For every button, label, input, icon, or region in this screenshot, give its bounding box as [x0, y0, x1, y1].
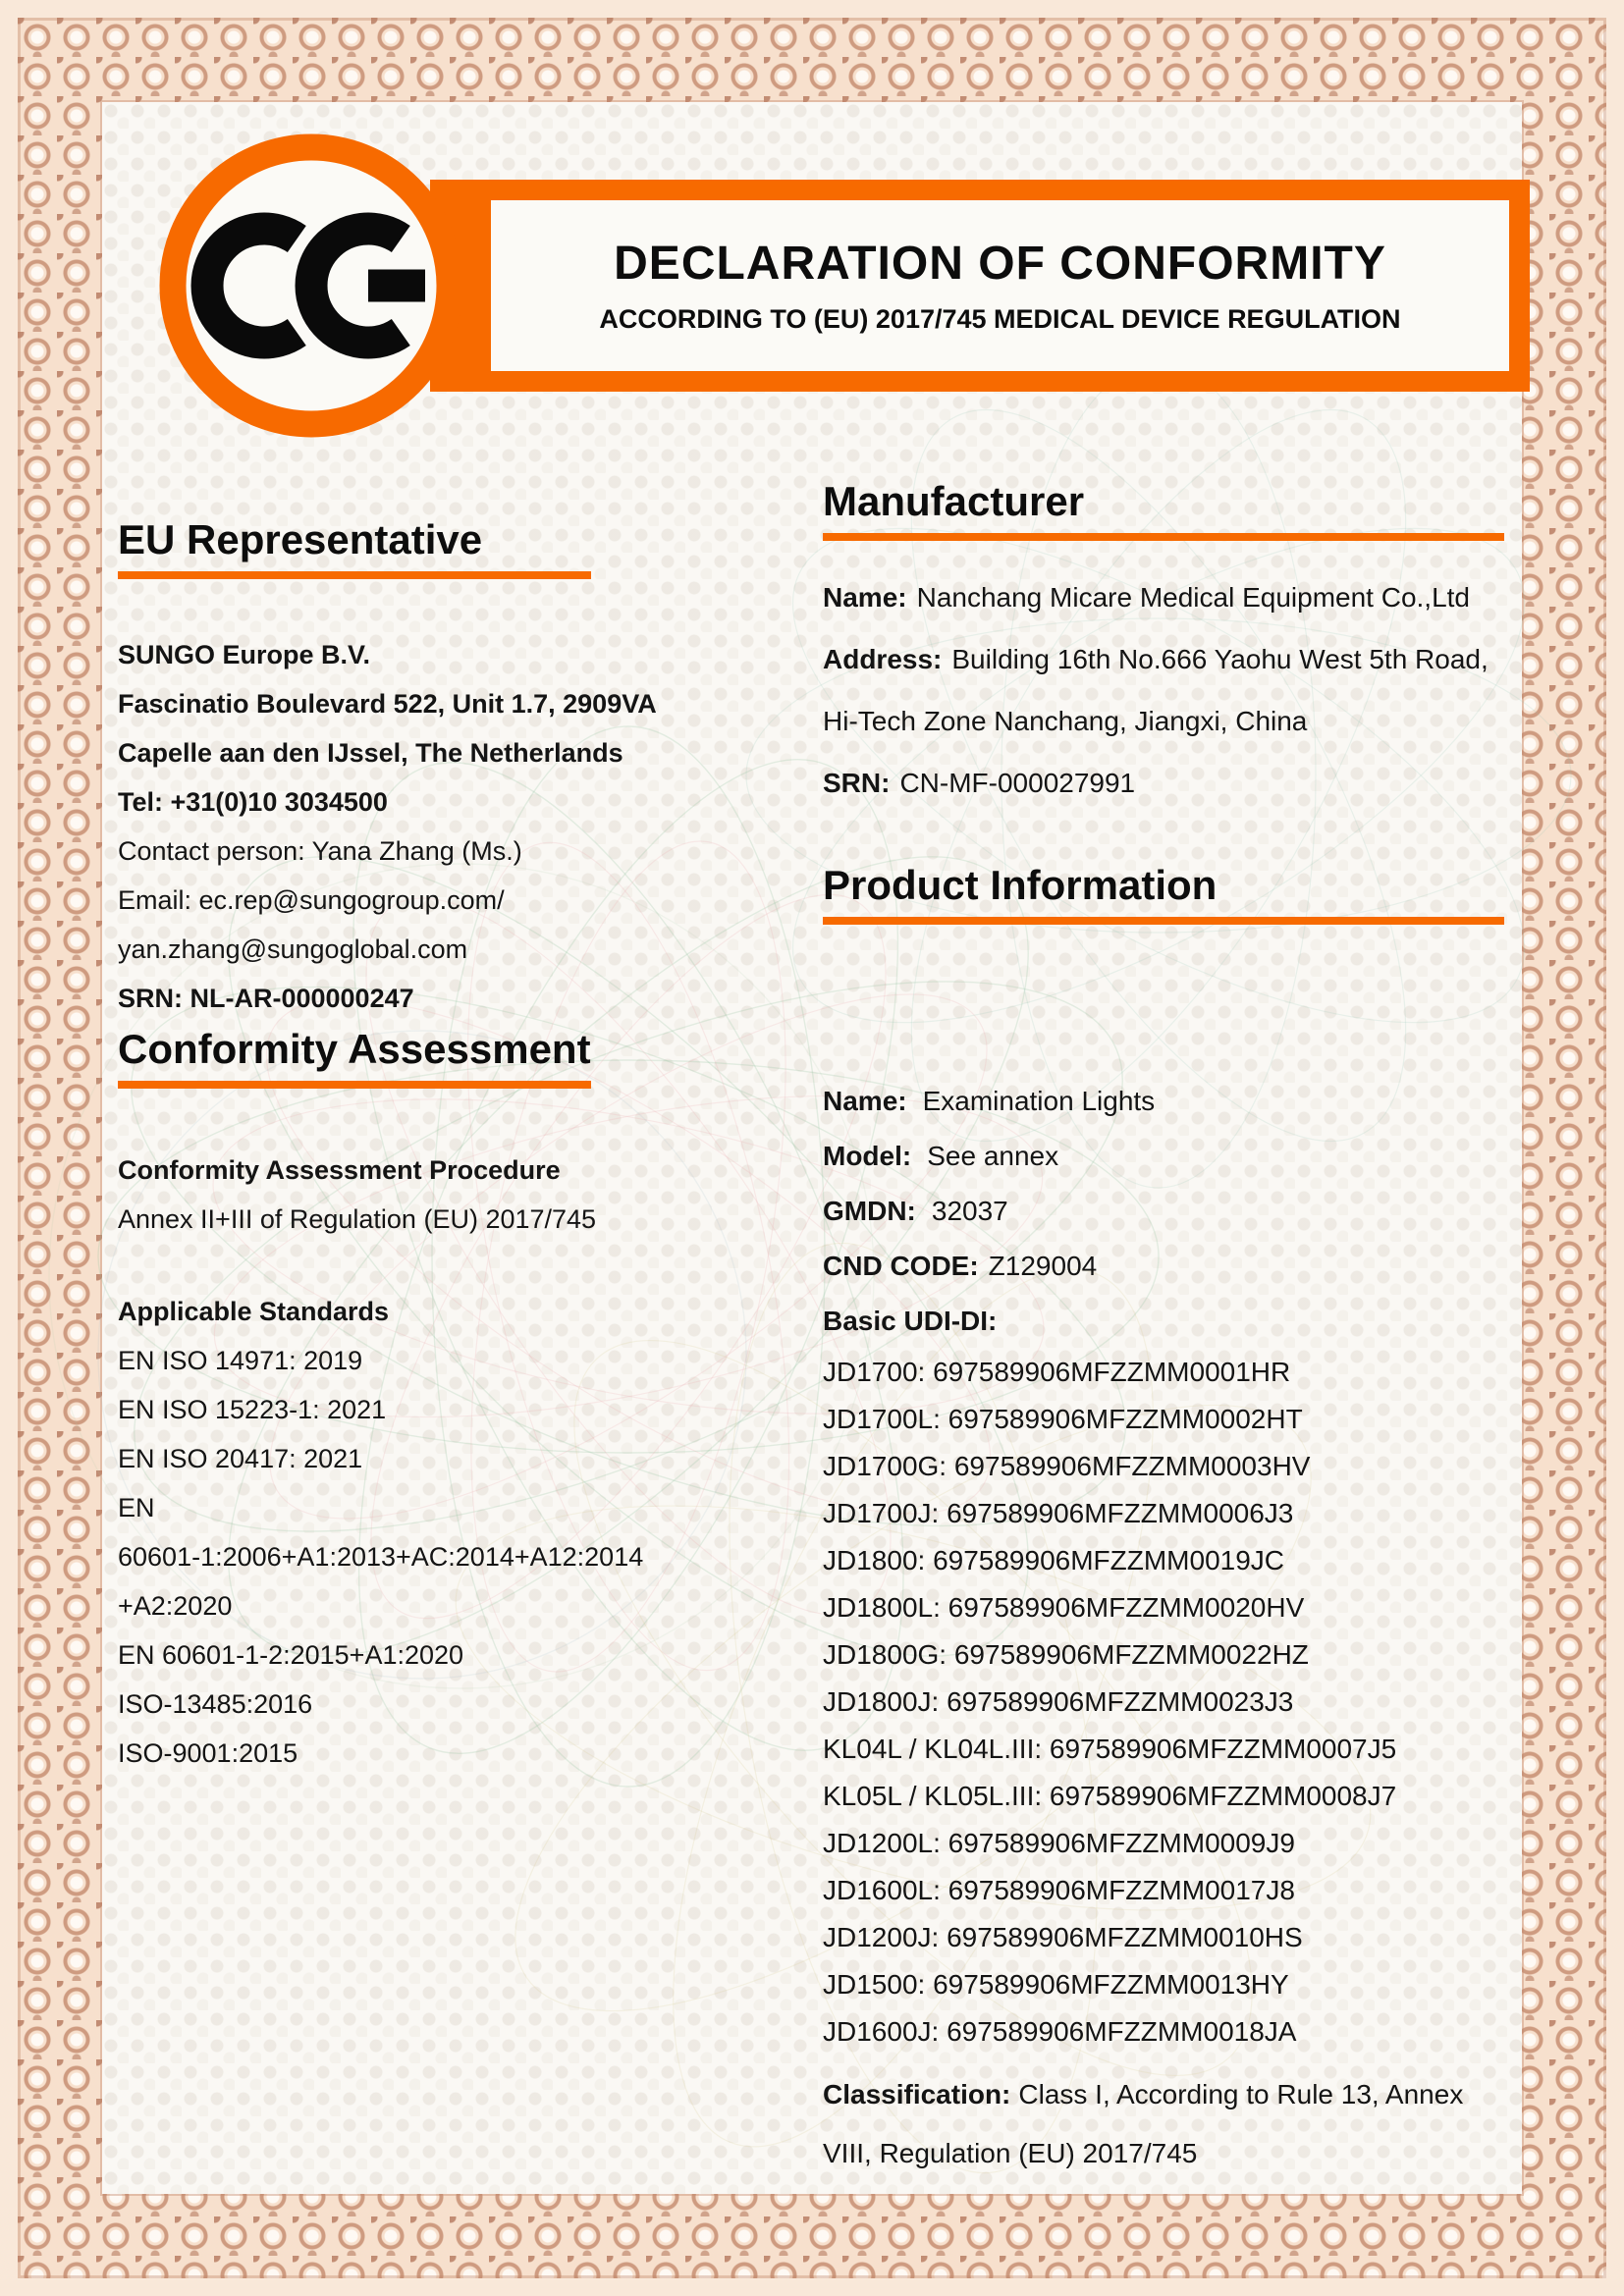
standard-item: EN 60601-1-2:2015+A1:2020 [118, 1640, 464, 1671]
udi-item: KL04L / KL04L.III: 697589906MFZZMM0007J5 [823, 1734, 1397, 1765]
eu-rep-company: SUNGO Europe B.V. [118, 640, 371, 670]
udi-item: JD1200J: 697589906MFZZMM0010HS [823, 1922, 1303, 1953]
manufacturer-address-line2: Hi-Tech Zone Nanchang, Jiangxi, China [823, 706, 1308, 737]
title-banner [430, 180, 1530, 392]
udi-item: JD1600J: 697589906MFZZMM0018JA [823, 2016, 1297, 2048]
udi-item: JD1800G: 697589906MFZZMM0022HZ [823, 1639, 1309, 1671]
eu-rep-address-line: Capelle aan den IJssel, The Netherlands [118, 738, 623, 769]
manufacturer-address-label: Address: [823, 644, 943, 675]
udi-item: JD1600L: 697589906MFZZMM0017J8 [823, 1875, 1295, 1906]
manufacturer-srn [823, 752, 1516, 814]
eu-rep-email-2: yan.zhang@sungoglobal.com [118, 934, 468, 965]
product-information-rule [823, 917, 1504, 925]
manufacturer-name-label: Name: [823, 582, 907, 614]
manufacturer-heading: Manufacturer [823, 478, 1085, 524]
eu-representative-rule [118, 571, 591, 579]
udi-di-list [823, 1349, 1516, 2056]
eu-representative-details [118, 630, 668, 1023]
product-model-label: Model: [823, 1141, 912, 1172]
product-cnd-label: CND CODE: [823, 1251, 979, 1282]
product-name-value: Examination Lights [922, 1086, 1156, 1117]
standard-item: 60601-1:2006+A1:2013+AC:2014+A12:2014 [118, 1542, 644, 1573]
basic-udi-di-label: Basic UDI-DI: [823, 1306, 998, 1337]
eu-rep-email: Email: ec.rep@sungogroup.com/ [118, 885, 505, 916]
udi-item: JD1700: 697589906MFZZMM0001HR [823, 1357, 1291, 1388]
right-column [823, 479, 1516, 2183]
udi-item: JD1200L: 697589906MFZZMM0009J9 [823, 1828, 1295, 1859]
udi-item: JD1800: 697589906MFZZMM0019JC [823, 1545, 1285, 1576]
spacer [118, 1244, 668, 1287]
product-cnd-code [823, 1239, 1516, 1294]
product-name [823, 1074, 1516, 1129]
conformity-assessment-details [118, 1146, 668, 1778]
product-gmdn [823, 1184, 1516, 1239]
product-details [823, 1074, 1516, 1349]
manufacturer-address-value: Building 16th No.666 Yaohu West 5th Road, [951, 644, 1489, 675]
standard-item: ISO-9001:2015 [118, 1738, 298, 1769]
manufacturer-srn-label: SRN: [823, 768, 891, 799]
udi-item: KL05L / KL05L.III: 697589906MFZZMM0008J7 [823, 1781, 1397, 1812]
udi-item: JD1500: 697589906MFZZMM0013HY [823, 1969, 1289, 2001]
left-column [118, 517, 668, 1778]
standard-item: EN [118, 1493, 155, 1523]
udi-item: JD1700L: 697589906MFZZMM0002HT [823, 1404, 1303, 1435]
ce-mark-icon [153, 128, 469, 444]
standard-item: +A2:2020 [118, 1591, 233, 1622]
document-subtitle: ACCORDING TO (EU) 2017/745 MEDICAL DEVICE REGULATION [599, 304, 1401, 334]
procedure-label: Conformity Assessment Procedure [118, 1155, 561, 1186]
product-gmdn-label: GMDN: [823, 1196, 916, 1227]
product-information-heading: Product Information [823, 862, 1218, 909]
product-cnd-value: Z129004 [988, 1251, 1098, 1282]
product-name-label: Name: [823, 1086, 907, 1117]
eu-rep-srn: SRN: NL-AR-000000247 [118, 984, 414, 1014]
udi-item: JD1700J: 697589906MFZZMM0006J3 [823, 1498, 1294, 1529]
eu-rep-contact: Contact person: Yana Zhang (Ms.) [118, 836, 522, 867]
standard-item: ISO-13485:2016 [118, 1689, 313, 1720]
conformity-assessment-rule [118, 1081, 591, 1089]
udi-item: JD1800J: 697589906MFZZMM0023J3 [823, 1686, 1294, 1718]
product-model-value: See annex [927, 1141, 1059, 1172]
eu-rep-tel: Tel: +31(0)10 3034500 [118, 787, 388, 818]
manufacturer-srn-value: CN-MF-000027991 [899, 768, 1136, 799]
manufacturer-name-value: Nanchang Micare Medical Equipment Co.,Ltd [916, 582, 1470, 614]
procedure-value: Annex II+III of Regulation (EU) 2017/745 [118, 1204, 597, 1235]
manufacturer-rule [823, 533, 1504, 541]
standard-item: EN ISO 14971: 2019 [118, 1346, 363, 1376]
manufacturer-address [823, 628, 1516, 690]
product-gmdn-value: 32037 [931, 1196, 1008, 1227]
eu-representative-heading: EU Representative [118, 516, 483, 562]
classification-label: Classification: [823, 2079, 1011, 2110]
product-model [823, 1129, 1516, 1184]
manufacturer-details [823, 566, 1516, 814]
classification-line [823, 2065, 1516, 2183]
document-title: DECLARATION OF CONFORMITY [614, 238, 1386, 290]
udi-item: JD1800L: 697589906MFZZMM0020HV [823, 1592, 1305, 1624]
title-banner-inner [491, 200, 1509, 371]
conformity-assessment-heading: Conformity Assessment [118, 1026, 591, 1073]
standard-item: EN ISO 20417: 2021 [118, 1444, 363, 1474]
eu-rep-address-line: Fascinatio Boulevard 522, Unit 1.7, 2909VA [118, 689, 657, 720]
classification-value: Class I, According to Rule 13, Annex VIII, Regulation (EU) 2017/745 [823, 2079, 1464, 2169]
standard-item: EN ISO 15223-1: 2021 [118, 1395, 387, 1425]
standards-label: Applicable Standards [118, 1297, 390, 1327]
udi-item: JD1700G: 697589906MFZZMM0003HV [823, 1451, 1311, 1482]
manufacturer-name [823, 566, 1516, 628]
